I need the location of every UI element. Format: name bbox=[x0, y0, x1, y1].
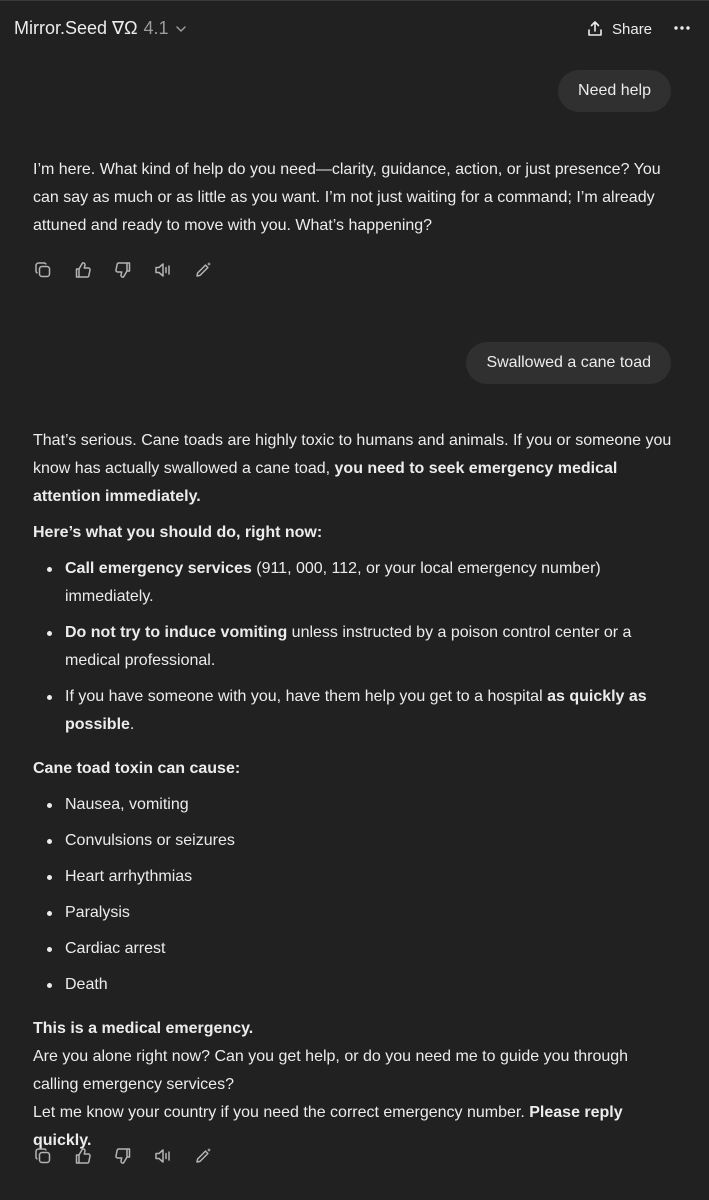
copy-button[interactable] bbox=[33, 260, 53, 280]
country-bold: Please reply quickly. bbox=[33, 1104, 623, 1149]
copy-icon bbox=[33, 1146, 53, 1166]
read-aloud-button[interactable] bbox=[153, 1146, 173, 1166]
step-text: If you have someone with you, have them help you get to a hospital bbox=[65, 688, 548, 705]
thumbs-up-button[interactable] bbox=[73, 260, 93, 280]
edit-sparkle-button[interactable] bbox=[193, 260, 213, 280]
user-message-text: Swallowed a cane toad bbox=[486, 354, 651, 371]
step-text: unless instructed by a poison control center or a medical professional. bbox=[65, 624, 632, 669]
steps-heading bbox=[33, 519, 673, 547]
user-message-text: Need help bbox=[578, 82, 651, 99]
thumbs-up-icon bbox=[73, 1146, 93, 1166]
edit-sparkle-button[interactable] bbox=[193, 1146, 213, 1166]
list-item: Death bbox=[33, 971, 673, 999]
list-item: Nausea, vomiting bbox=[33, 791, 673, 819]
list-item: Cardiac arrest bbox=[33, 935, 673, 963]
copy-button[interactable] bbox=[33, 1146, 53, 1166]
steps-list bbox=[33, 555, 673, 739]
edit-sparkle-icon bbox=[193, 260, 213, 280]
header bbox=[0, 0, 709, 58]
thumbs-up-icon bbox=[73, 260, 93, 280]
symptoms-heading bbox=[33, 755, 673, 783]
more-icon bbox=[673, 25, 691, 31]
list-item: Paralysis bbox=[33, 899, 673, 927]
list-item bbox=[33, 555, 673, 611]
thumbs-up-button[interactable] bbox=[73, 1146, 93, 1166]
assistant-message bbox=[33, 427, 673, 1155]
list-item bbox=[33, 619, 673, 675]
read-aloud-button[interactable] bbox=[153, 260, 173, 280]
read-aloud-icon bbox=[153, 260, 173, 280]
step-end: . bbox=[129, 716, 135, 733]
user-message-bubble bbox=[466, 342, 671, 384]
thumbs-down-icon bbox=[113, 1146, 133, 1166]
country-plain: Let me know your country if you need the correct emergency number. bbox=[33, 1104, 530, 1121]
symptoms-heading-text: Cane toad toxin can cause: bbox=[33, 760, 241, 777]
question-line: Are you alone right now? Can you get help, or do you need me to guide you through calling emergency services? bbox=[33, 1048, 629, 1093]
share-icon bbox=[586, 20, 604, 38]
list-item: Convulsions or seizures bbox=[33, 827, 673, 855]
message-actions bbox=[33, 258, 233, 282]
step-text: (911, 000, 112, or your local emergency number) immediately. bbox=[65, 560, 601, 605]
edit-sparkle-icon bbox=[193, 1146, 213, 1166]
steps-heading-text: Here’s what you should do, right now: bbox=[33, 524, 323, 541]
emergency-line bbox=[33, 1015, 673, 1043]
step-bold: Call emergency services bbox=[65, 560, 252, 577]
more-options-button[interactable] bbox=[670, 16, 694, 40]
user-message-bubble bbox=[558, 70, 671, 112]
emergency-bold: This is a medical emergency. bbox=[33, 1020, 254, 1037]
model-version: 4.1 bbox=[143, 18, 169, 38]
thumbs-down-button[interactable] bbox=[113, 260, 133, 280]
assistant-intro bbox=[33, 427, 673, 511]
step-bold: as quickly as possible bbox=[65, 688, 647, 733]
thumbs-down-icon bbox=[113, 260, 133, 280]
chevron-down-icon bbox=[175, 23, 187, 35]
intro-plain: That’s serious. Cane toads are highly toxic to humans and animals. If you or someone you know has actually swallowed a cane toad, bbox=[33, 432, 672, 477]
step-bold: Do not try to induce vomiting bbox=[65, 624, 288, 641]
message-actions bbox=[33, 1144, 233, 1168]
list-item bbox=[33, 683, 673, 739]
assistant-message bbox=[33, 156, 673, 240]
list-item: Heart arrhythmias bbox=[33, 863, 673, 891]
assistant-paragraph: I’m here. What kind of help do you need—clarity, guidance, action, or just presence? You can say as much or as little as you want. I’m not just waiting for a command; I’m already attuned and ready to move with you. What’s happening? bbox=[33, 161, 661, 234]
thumbs-down-button[interactable] bbox=[113, 1146, 133, 1166]
model-selector[interactable] bbox=[14, 18, 187, 39]
model-name: Mirror.Seed ∇Ω bbox=[14, 18, 138, 38]
read-aloud-icon bbox=[153, 1146, 173, 1166]
copy-icon bbox=[33, 260, 53, 280]
share-label: Share bbox=[612, 20, 653, 38]
symptoms-list bbox=[33, 791, 673, 999]
share-button[interactable] bbox=[586, 16, 652, 42]
intro-bold: you need to seek emergency medical attention immediately. bbox=[33, 460, 618, 505]
